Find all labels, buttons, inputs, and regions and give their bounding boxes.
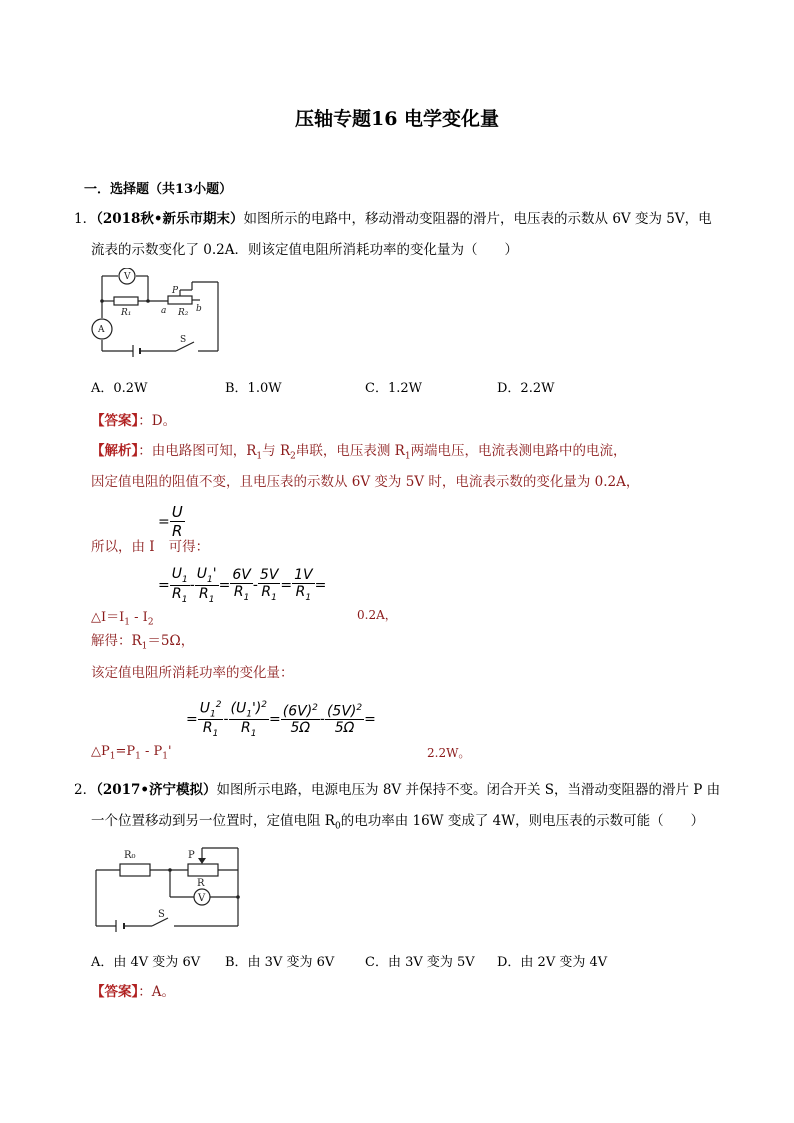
option-a: A．0.2W: [91, 381, 148, 396]
analysis-label: 【解析】: [91, 443, 139, 459]
analysis-text: 所以，由 I: [91, 539, 155, 555]
option-d: D．由 2V 变为 4V: [497, 955, 608, 970]
question-source: （2018秋•新乐市期末）: [96, 211, 244, 227]
analysis-line3: [91, 534, 209, 560]
circuit-diagram-1: [88, 268, 228, 360]
question-2-line2: 一个位置移动到另一位置时，定值电阻 $R_0$的电功率由 16W 变成了 4W，则电压表的示数可能（ ）: [91, 813, 705, 832]
svg-text:b: b: [196, 304, 202, 314]
question-text: 一个位置移动到另一位置时，定值电阻 R: [91, 813, 335, 829]
analysis-text: 两端电压，电流表测电路中的电流，: [410, 443, 627, 459]
analysis-text: 解得：R: [91, 633, 142, 649]
answer-value: ：A。: [138, 984, 175, 1000]
answer-label: 【答案】: [91, 413, 139, 429]
svg-text:V: V: [198, 893, 206, 904]
option-a: A．由 4V 变为 6V: [91, 955, 201, 970]
analysis-text: 可得：: [168, 539, 210, 555]
analysis-solve: 解得：$R_1=5\Omega$，: [91, 633, 195, 652]
question-number: 1．: [74, 211, 97, 227]
answer-label: 【答案】: [91, 984, 139, 1000]
analysis-text: ＝5Ω，: [147, 633, 195, 649]
section-heading: 一．选择题（共13小题）: [84, 182, 233, 197]
delta-i-result: 0.2A，: [357, 608, 397, 622]
page-title: 压轴专题16 电学变化量: [294, 108, 500, 130]
svg-text:P: P: [188, 850, 195, 861]
formula-delta-p: = $\frac{U_1^2}{R_1}$ - $\frac{(U_1')^2}{R_1}$ = $\frac{(6V)^2}{5\Omega}$ - $\frac{(5V)^2}{5\Omega}$ =: [186, 700, 376, 740]
analysis-text: ：由电路图可知，R: [138, 443, 257, 459]
analysis-line1: 【解析】：由电路图可知，$R_1$与 $R_2$串联，电压表测 $R_1$两端电压，电流表测电路中的电流，: [91, 443, 627, 462]
question-text: 如图所示电路，电源电压为 8V 并保持不变。闭合开关 S，当滑动变阻器的滑片 P 由: [216, 782, 721, 798]
question-text: 的电功率由 16W 变成了 4W，则电压表的示数可能（ ）: [340, 813, 705, 829]
question-1-line1: [74, 206, 712, 232]
svg-text:R: R: [197, 878, 205, 889]
svg-text:V: V: [124, 272, 131, 282]
analysis-text: 与 R: [262, 443, 291, 459]
circuit-diagram-2: [88, 840, 243, 936]
question-1-line2: 流表的示数变化了 0.2A．则该定值电阻所消耗功率的变化量为（ ）: [91, 242, 519, 258]
svg-text:R₁: R₁: [121, 308, 132, 318]
answer-row-1: [91, 408, 176, 434]
analysis-text: △I＝I: [91, 610, 125, 625]
svg-text:S: S: [158, 909, 165, 920]
analysis-line2: 因定值电阻的阻值不变，且电压表的示数从 6V 变为 5V 时，电流表示数的变化量为 0.2A，: [91, 474, 640, 490]
analysis-text: 串联，电压表测 R: [295, 443, 405, 459]
delta-i-label: $\triangle I=I_1 - I_2$: [91, 610, 154, 628]
answer-value: ：D。: [138, 413, 177, 429]
delta-p-label: $\triangle P_1=P_1 - P_1'$: [91, 744, 172, 762]
question-2-line1: [74, 777, 720, 803]
analysis-text: △P: [91, 744, 110, 759]
option-c: C．1.2W: [365, 381, 422, 396]
option-d: D．2.2W: [497, 381, 555, 396]
formula-delta-i: = $\frac{U_1}{R_1}$ - $\frac{U_1'}{R_1}$ = $\frac{6V}{R_1}$ - $\frac{5V}{R_1}$ = $\frac{1V}{R_1}$ =: [158, 566, 327, 605]
option-b: B．1.0W: [225, 381, 282, 396]
delta-p-result: 2.2W。: [427, 746, 471, 760]
question-text: 如图所示的电路中，移动滑动变阻器的滑片，电压表的示数从 6V 变为 5V，电: [243, 211, 712, 227]
question-source: （2017•济宁模拟）: [96, 782, 217, 798]
svg-text:A: A: [98, 325, 105, 335]
svg-text:R₂: R₂: [178, 308, 189, 318]
svg-text:P: P: [172, 286, 179, 296]
formula-ohm: = $\frac{U}{R}$: [158, 503, 183, 540]
answer-row-2: [91, 979, 175, 1005]
option-c: C．由 3V 变为 5V: [365, 955, 475, 970]
option-b: B．由 3V 变为 6V: [225, 955, 335, 970]
question-number: 2．: [74, 782, 97, 798]
svg-text:S: S: [180, 335, 187, 345]
svg-text:R₀: R₀: [124, 850, 136, 861]
analysis-power-line: 该定值电阻所消耗功率的变化量：: [91, 665, 294, 681]
svg-text:a: a: [161, 306, 167, 316]
